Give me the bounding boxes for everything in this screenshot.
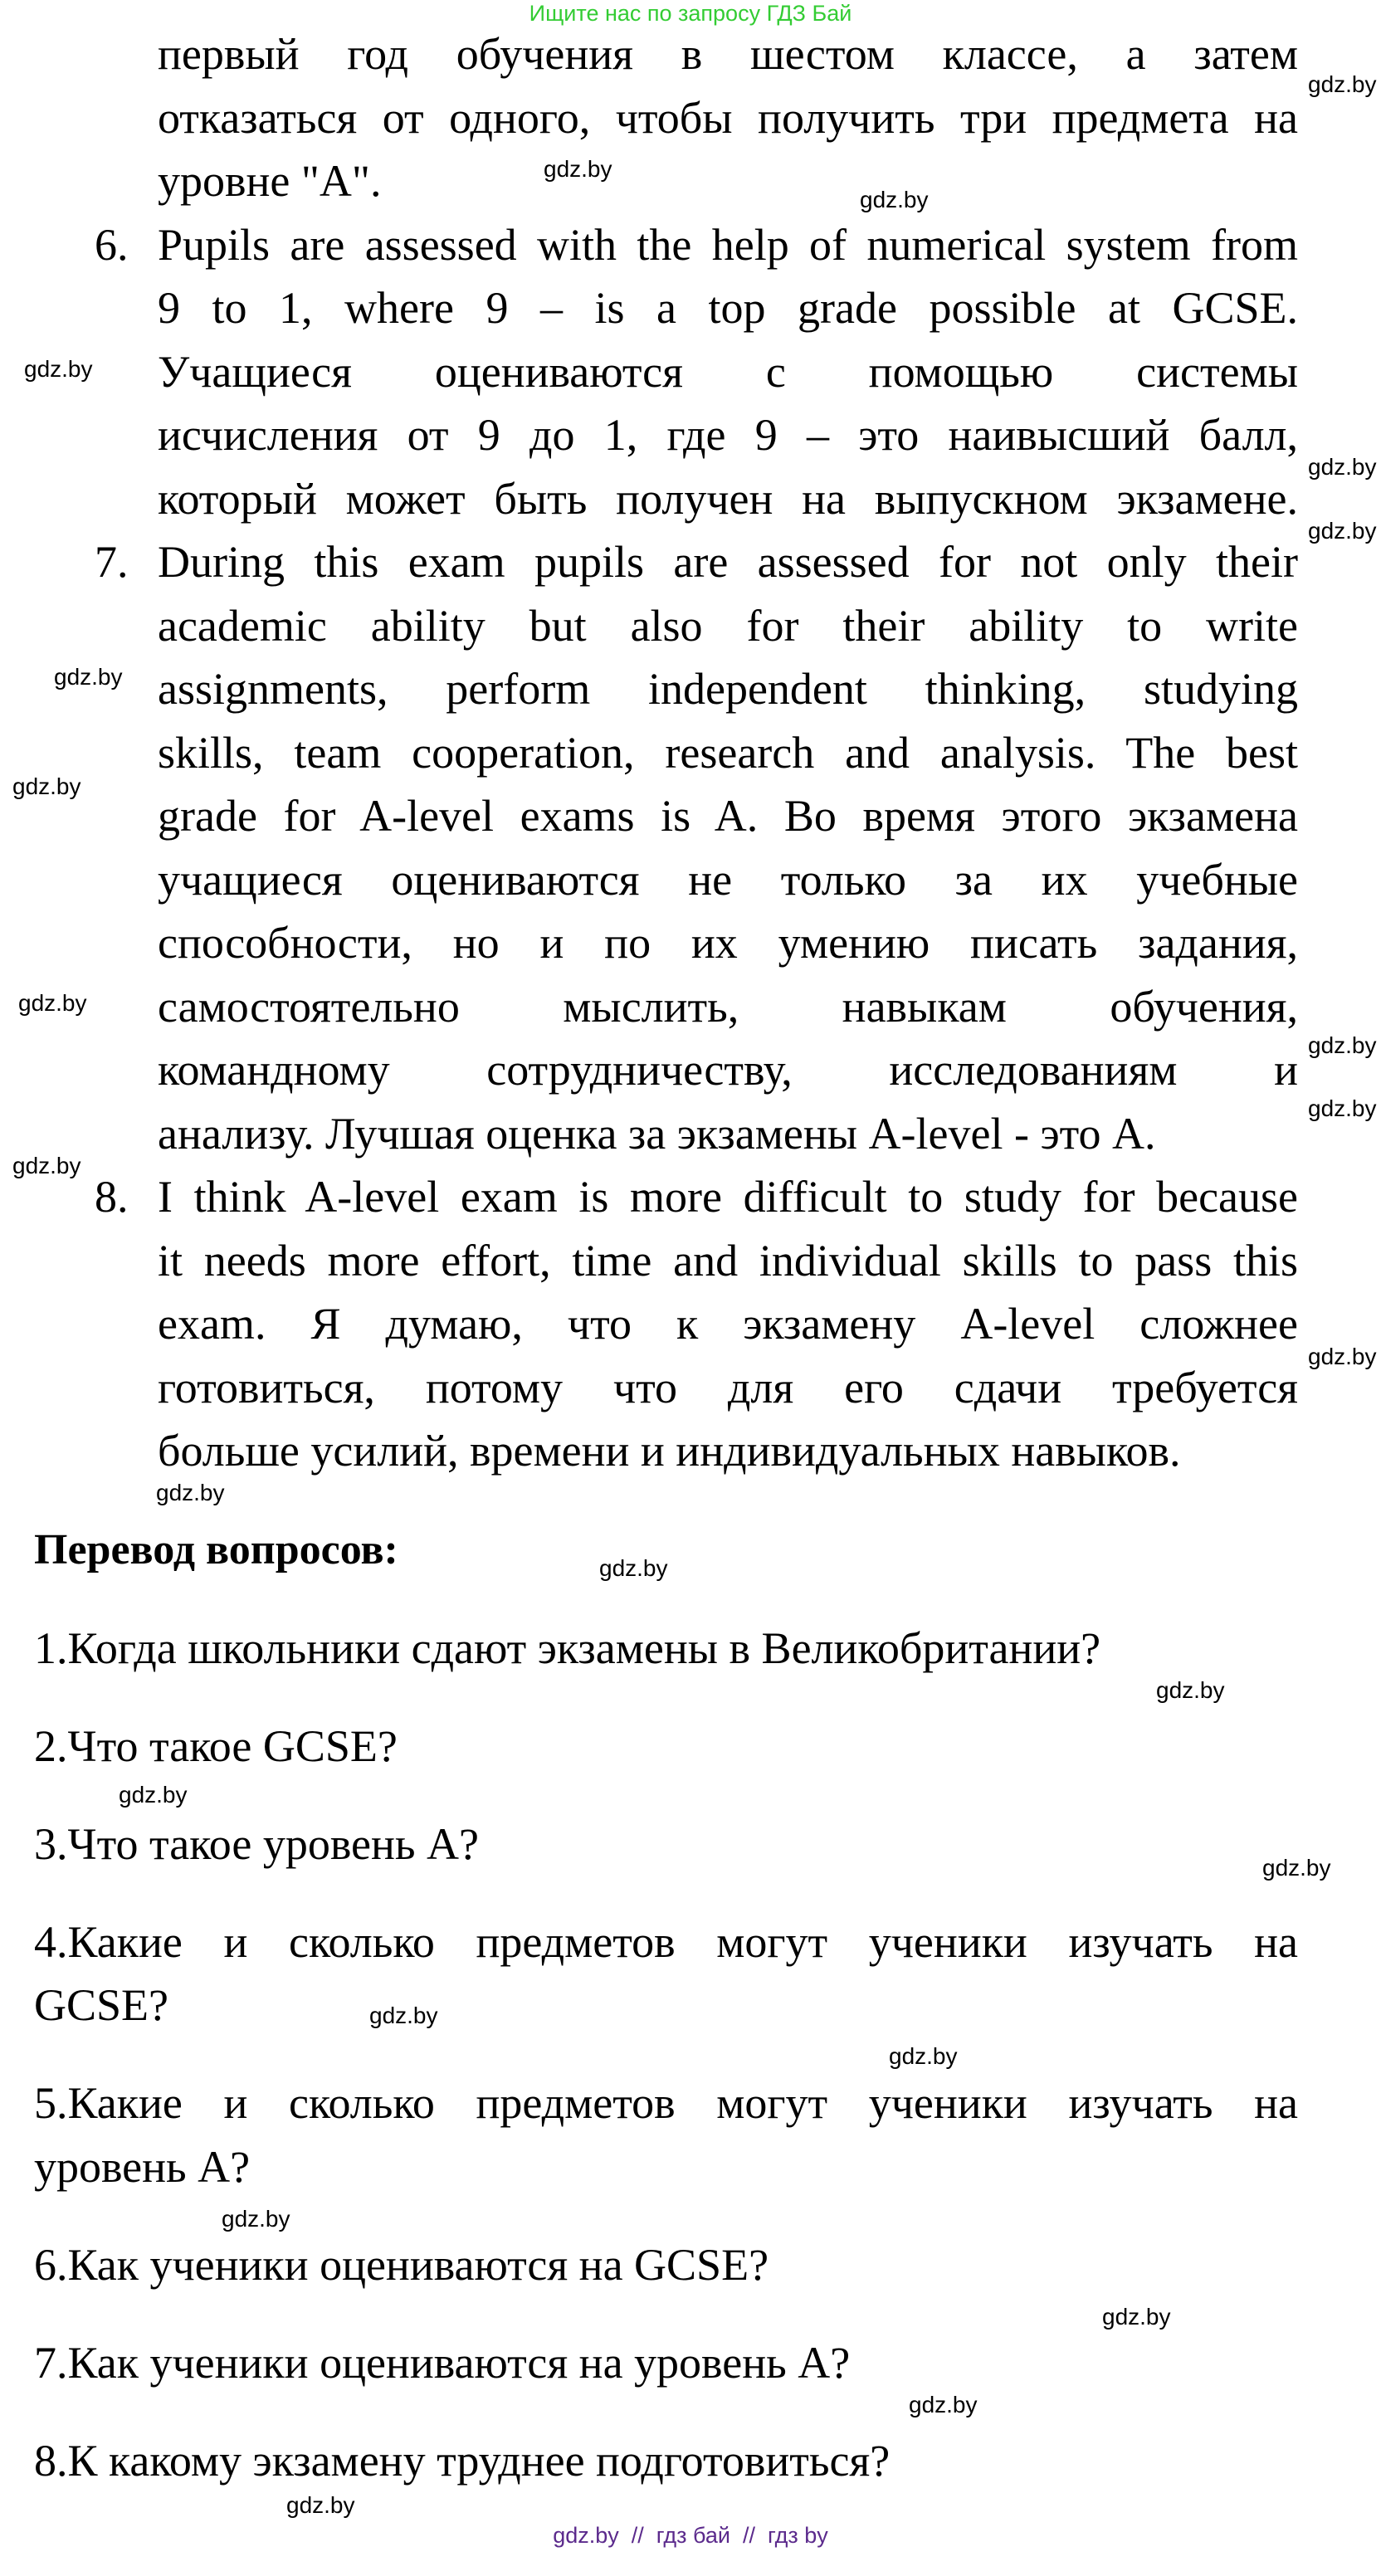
text-line: I think A-level exam is more difficult to study for because xyxy=(158,1172,1298,1222)
watermark: gdz.by xyxy=(222,2206,290,2232)
text-line-row xyxy=(158,467,1298,531)
watermark: gdz.by xyxy=(54,664,123,690)
watermark: gdz.by xyxy=(909,2392,978,2417)
text-line: способности, но и по их умению писать задания, xyxy=(158,918,1298,968)
question-line: 6.Как ученики оцениваются на GCSE? xyxy=(34,2239,769,2290)
text-line: анализу. Лучшая оценка за экзамены A-level - это A. xyxy=(158,1108,1156,1159)
document-body xyxy=(0,22,1381,2492)
text-line: During this exam pupils are assessed for not only their xyxy=(158,537,1298,587)
text-line-row xyxy=(158,657,1298,721)
text-line: skills, team cooperation, research and analysis. The best xyxy=(158,727,1298,778)
question-line-row xyxy=(34,1812,1298,1876)
text-line-row xyxy=(158,276,1298,340)
answer-list xyxy=(0,22,1381,1483)
watermark: gdz.by xyxy=(156,1480,225,1505)
footer-links: gdz.by // гдз бай // гдз by xyxy=(553,2523,828,2548)
text-line: grade for A-level exams is A. Во время этого экзамена xyxy=(158,791,1298,841)
question-list xyxy=(0,1617,1381,2493)
text-line: отказаться от одного, чтобы получить три предмета на xyxy=(158,92,1298,143)
answer-item xyxy=(158,22,1298,213)
question-item xyxy=(34,1715,1298,1778)
question-item xyxy=(34,1617,1298,1681)
text-line: 9 to 1, where 9 – is a top grade possible at GCSE. xyxy=(158,283,1298,333)
questions-heading: Перевод вопросов: xyxy=(34,1525,398,1573)
text-line-row xyxy=(158,1356,1298,1420)
watermark: gdz.by xyxy=(1308,71,1377,97)
watermark: gdz.by xyxy=(860,187,929,212)
question-line: 4.Какие и сколько предметов могут ученики изучать на xyxy=(34,1916,1298,1967)
text-line-row xyxy=(158,1102,1298,1166)
watermark: gdz.by xyxy=(12,1153,81,1178)
question-item xyxy=(34,2071,1298,2198)
question-item xyxy=(34,2429,1298,2493)
text-line: Учащиеся оцениваются с помощью системы xyxy=(158,346,1298,397)
text-line-row xyxy=(158,403,1298,467)
watermark: gdz.by xyxy=(1102,2304,1171,2330)
text-line: уровне "A". xyxy=(158,156,382,206)
question-line-row xyxy=(34,2331,1298,2395)
question-line: 1.Когда школьники сдают экзамены в Великобритании? xyxy=(34,1622,1101,1673)
watermark: gdz.by xyxy=(24,356,93,382)
text-line-row xyxy=(158,530,1298,594)
question-line: уровень A? xyxy=(34,2141,251,2192)
question-line: 8.К какому экзамену труднее подготовиться? xyxy=(34,2435,891,2486)
top-search-note: Ищите нас по запросу ГДЗ Бай xyxy=(529,1,852,26)
question-line-row xyxy=(34,2071,1298,2135)
question-line: 2.Что такое GCSE? xyxy=(34,1720,398,1771)
text-line: исчисления от 9 до 1, где 9 – это наивысший балл, xyxy=(158,410,1298,460)
question-line: 3.Что такое уровень A? xyxy=(34,1818,479,1869)
watermark: gdz.by xyxy=(1308,518,1377,544)
answer-item xyxy=(95,213,1298,531)
text-line-row xyxy=(158,86,1298,150)
text-line: assignments, perform independent thinking, studying xyxy=(158,664,1298,714)
text-line: it needs more effort, time and individual skills to pass this xyxy=(158,1235,1298,1286)
text-line-row xyxy=(158,1038,1298,1102)
question-line-row xyxy=(34,1715,1298,1778)
text-line: самостоятельно мыслить, навыкам обучения, xyxy=(158,981,1298,1032)
watermark: gdz.by xyxy=(1156,1677,1225,1703)
text-line-row xyxy=(158,1229,1298,1293)
question-item xyxy=(34,2331,1298,2395)
watermark: gdz.by xyxy=(599,1555,668,1581)
item-number: 6. xyxy=(95,219,129,270)
text-line: первый год обучения в шестом классе, а затем xyxy=(158,29,1298,79)
watermark: gdz.by xyxy=(1262,1855,1331,1881)
text-line: exam. Я думаю, что к экзамену A-level сложнее xyxy=(158,1299,1298,1349)
text-line: готовиться, потому что для его сдачи требуется xyxy=(158,1362,1298,1412)
text-line-row xyxy=(158,721,1298,785)
question-line-row xyxy=(34,1973,1298,2037)
watermark: gdz.by xyxy=(369,2003,438,2028)
question-line-row xyxy=(34,2135,1298,2199)
question-line: 5.Какие и сколько предметов могут ученики изучать на xyxy=(34,2078,1298,2128)
watermark: gdz.by xyxy=(18,990,87,1016)
text-line-row xyxy=(158,213,1298,277)
text-line-row xyxy=(158,149,1298,213)
question-line-row xyxy=(34,2429,1298,2493)
watermark: gdz.by xyxy=(119,1782,188,1808)
question-item xyxy=(34,2233,1298,2297)
text-line-row xyxy=(158,1292,1298,1356)
question-line-row xyxy=(34,1617,1298,1681)
watermark: gdz.by xyxy=(1308,454,1377,480)
watermark: gdz.by xyxy=(1308,1032,1377,1058)
question-item xyxy=(34,1910,1298,2037)
text-line-row xyxy=(158,594,1298,658)
watermark: gdz.by xyxy=(286,2492,355,2518)
answer-item xyxy=(95,1165,1298,1483)
text-line: больше усилий, времени и индивидуальных навыков. xyxy=(158,1426,1181,1476)
text-line: командному сотрудничеству, исследованиям и xyxy=(158,1045,1298,1095)
text-line: Pupils are assessed with the help of numerical system from xyxy=(158,219,1298,270)
text-line-row xyxy=(158,975,1298,1039)
watermark: gdz.by xyxy=(12,773,81,799)
text-line: academic ability but also for their ability to write xyxy=(158,600,1298,651)
text-line-row xyxy=(158,848,1298,912)
question-line: GCSE? xyxy=(34,1980,168,2030)
answer-item xyxy=(95,530,1298,1165)
watermark: gdz.by xyxy=(544,156,612,182)
text-line-row xyxy=(158,340,1298,404)
text-line-row xyxy=(158,784,1298,848)
text-line-row xyxy=(158,911,1298,975)
watermark: gdz.by xyxy=(889,2043,958,2069)
text-line-row xyxy=(158,1419,1298,1483)
watermark: gdz.by xyxy=(1308,1344,1377,1369)
text-line-row xyxy=(158,1165,1298,1229)
question-line-row xyxy=(34,1910,1298,1974)
item-number: 7. xyxy=(95,537,129,587)
question-item xyxy=(34,1812,1298,1876)
text-line-row xyxy=(158,22,1298,86)
text-line: учащиеся оцениваются не только за их учебные xyxy=(158,854,1298,905)
question-line-row xyxy=(34,2233,1298,2297)
item-number: 8. xyxy=(95,1172,129,1222)
watermark: gdz.by xyxy=(1308,1095,1377,1121)
question-line: 7.Как ученики оцениваются на уровень A? xyxy=(34,2337,851,2388)
text-line: который может быть получен на выпускном экзамене. xyxy=(158,473,1298,524)
